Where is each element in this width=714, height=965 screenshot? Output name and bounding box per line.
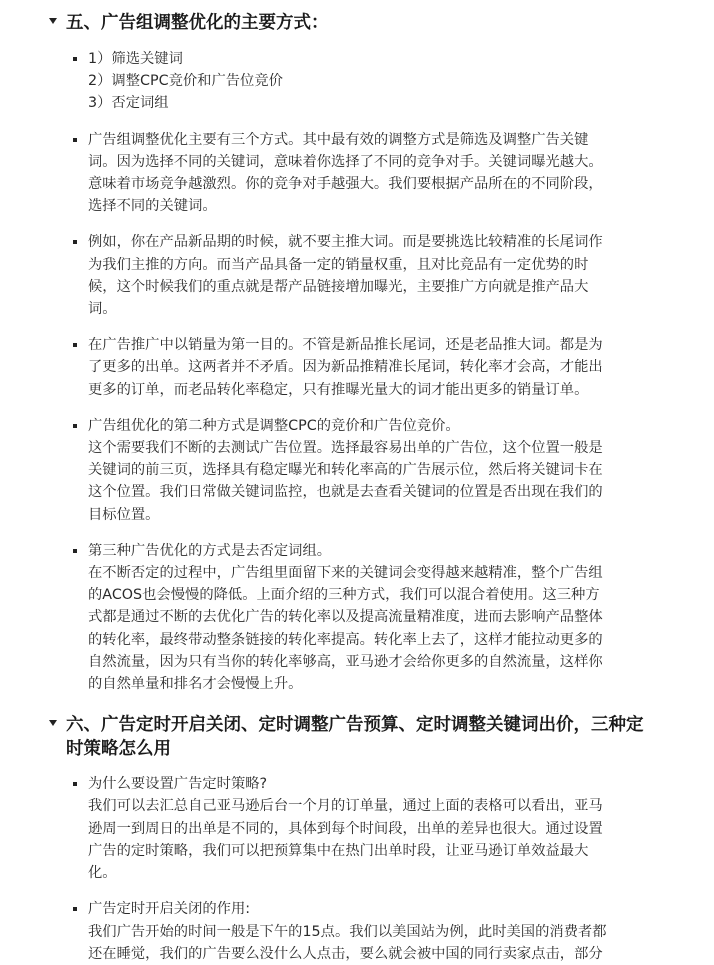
list-line: 广告组调整优化主要有三个方式。其中最有效的调整方式是筛选及调整广告关键 — [88, 131, 589, 148]
section-6-title-line: 时策略怎么用 — [66, 739, 171, 760]
list-line: 1）筛选关键词 — [88, 51, 183, 67]
section-5-title: 五、广告组调整优化的主要方式： — [66, 13, 329, 33]
list-line: 候，这个时候我们的重点就是帮产品链接增加曝光，主要推广方向就是推产品大 — [88, 278, 589, 295]
bullet-icon — [73, 57, 77, 61]
bullet-icon — [73, 240, 77, 244]
list-line: 式都是通过不断的去优化广告的转化率以及提高流量精准度，进而去影响产品整体 — [88, 609, 603, 626]
list-line: 为我们主推的方向。而当产品具备一定的销量权重，且对比竞品有一定优势的时 — [88, 256, 589, 273]
list-item — [0, 898, 714, 965]
list-line: 意味着市场竞争越激烈。你的竞争对手越强大。我们要根据产品所在的不同阶段， — [88, 176, 603, 193]
collapse-toggle-icon[interactable] — [49, 720, 57, 726]
bullet-icon — [73, 424, 77, 428]
bullet-icon — [73, 549, 77, 553]
list-line: 广告的定时策略，我们可以把预算集中在热门出单时段，让亚马逊订单效益最大 — [88, 842, 589, 859]
list-line: 的自然单量和排名才会慢慢上升。 — [88, 676, 303, 693]
list-line: 2）调整CPC竞价和广告位竞价 — [88, 73, 283, 90]
list-line: 第三种广告优化的方式是去否定词组。 — [88, 542, 332, 559]
list-line: 广告定时开启关闭的作用: — [88, 901, 251, 918]
list-line: 的ACOS也会慢慢的降低。上面介绍的三种方式，我们可以混合着使用。这三种方 — [88, 587, 600, 604]
list-item — [0, 231, 714, 320]
collapse-toggle-icon[interactable] — [49, 18, 57, 24]
list-line: 的转化率，最终带动整条链接的转化率提高。转化率上去了，这样才能拉动更多的 — [88, 631, 603, 648]
list-line: 3）否定词组 — [88, 95, 169, 112]
list-line: 我们可以去汇总自己亚马逊后台一个月的订单量，通过上面的表格可以看出，亚马 — [88, 798, 603, 815]
section-6-heading — [0, 713, 714, 761]
list-line: 关键词的前三页，选择具有稳定曝光和转化率高的广告展示位，然后将关键词卡在 — [88, 462, 603, 479]
list-line: 更多的订单，而老品转化率稳定，只有推曝光量大的词才能出更多的销量订单。 — [88, 381, 589, 398]
list-item — [0, 129, 714, 218]
list-line: 例如，你在产品新品期的时候，就不要主推大词。而是要挑选比较精准的长尾词作 — [88, 234, 603, 251]
list-line: 目标位置。 — [88, 506, 160, 523]
bullet-icon — [73, 782, 77, 786]
list-line: 词。因为选择不同的关键词，意味着你选择了不同的竞争对手。关键词曝光越大。 — [88, 153, 603, 170]
list-line: 在广告推广中以销量为第一目的。不管是新品推长尾词，还是老品推大词。都是为 — [88, 337, 603, 354]
section-6-title-line: 六、广告定时开启关闭、定时调整广告预算、定时调整关键词出价，三种定 — [66, 715, 644, 736]
bullet-icon — [73, 138, 77, 142]
list-line: 广告组优化的第二种方式是调整CPC的竞价和广告位竞价。 — [88, 417, 460, 434]
list-line: 词。 — [88, 301, 117, 318]
list-line: 选择不同的关键词。 — [88, 198, 217, 215]
bullet-icon — [73, 343, 77, 347]
list-line: 化。 — [88, 865, 117, 882]
list-item — [0, 334, 714, 401]
list-item — [0, 415, 714, 526]
section-5-heading — [0, 11, 714, 35]
list-item — [0, 540, 714, 695]
list-line: 为什么要设置广告定时策略? — [88, 776, 268, 793]
list-line: 自然流量，因为只有当你的转化率够高，亚马逊才会给你更多的自然流量，这样你 — [88, 653, 603, 670]
list-line: 这个需要我们不断的去测试广告位置。选择最容易出单的广告位，这个位置一般是 — [88, 440, 603, 457]
list-line: 逊周一到周日的出单是不同的，具体到每个时间段，出单的差异也很大。通过设置 — [88, 820, 603, 837]
list-line: 我们广告开始的时间一般是下午的15点。我们以美国站为例，此时美国的消费者都 — [88, 923, 607, 940]
list-item — [0, 48, 714, 115]
bullet-icon — [73, 907, 77, 911]
list-line: 还在睡觉，我们的广告要么没什么人点击，要么就会被中国的同行卖家点击，部分 — [88, 945, 603, 962]
section-6-list — [0, 773, 714, 965]
section-5-list — [0, 48, 714, 695]
list-line: 这个位置。我们日常做关键词监控，也就是去查看关键词的位置是否出现在我们的 — [88, 484, 603, 501]
list-line: 在不断否定的过程中，广告组里面留下来的关键词会变得越来越精准，整个广告组 — [88, 565, 603, 582]
list-line: 了更多的出单。这两者并不矛盾。因为新品推精准长尾词，转化率才会高，才能出 — [88, 359, 603, 376]
list-item — [0, 773, 714, 884]
